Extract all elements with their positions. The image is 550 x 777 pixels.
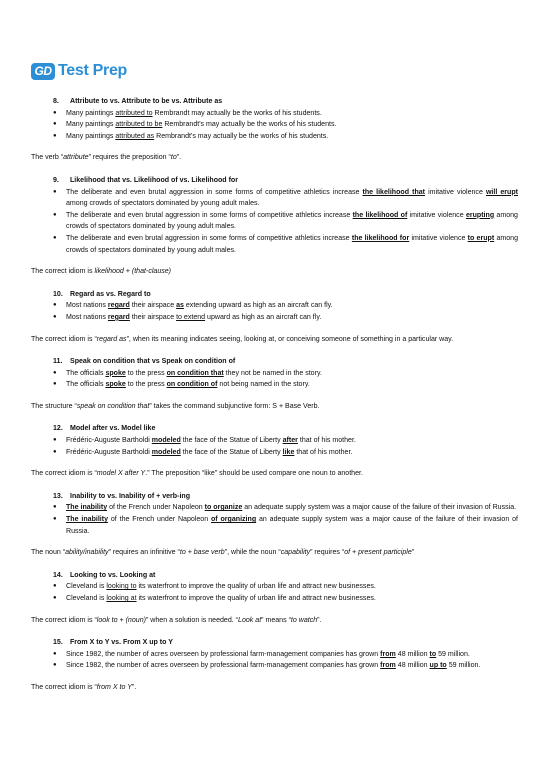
example-sentence: ● Most nations regard their airspace as extending upward as high as an aircraft can fly.: [31, 300, 518, 312]
emphasized-phrase: modeled: [151, 437, 181, 445]
example-list: [31, 502, 518, 537]
section-number: 9.: [53, 176, 59, 184]
italic-phrase: regard as: [96, 335, 127, 343]
explanation-note: The correct idiom is “from X to Y”.: [31, 683, 137, 691]
section-number: 12.: [53, 425, 63, 433]
example-sentence: ● Since 1982, the number of acres overseen by professional farm-management companies has grown from 48 million to 59 million.: [31, 649, 518, 661]
underlined-phrase: looking to: [106, 583, 137, 591]
section-title: From X to Y vs. From X up to Y: [70, 639, 173, 647]
emphasized-phrase: on condition that: [166, 369, 224, 377]
italic-phrase: ability/inability: [65, 549, 109, 557]
section-title: Speak on condition that vs Speak on condition of: [70, 358, 236, 366]
emphasized-phrase: to erupt: [467, 234, 495, 242]
example-sentence: ● Since 1982, the number of acres overseen by professional farm-management companies has grown from 48 million up to 59 million.: [31, 660, 518, 672]
section-heading: [53, 423, 518, 435]
explanation-note: The correct idiom is “regard as”, when its meaning indicates seeing, looking at, or conceiving someone of something in a particular way.: [31, 335, 454, 343]
example-sentence: ● The inability of the French under Napoleon to organize an adequate supply system was a major cause of the failure of their invasion of Russia.: [31, 502, 518, 514]
example-sentence: ● The deliberate and even brutal aggression in some forms of competitive athletics increase the likelihood that imitative violence will erupt among crowds of spectators dominated by young adult males.: [31, 187, 518, 210]
idiom-section: [31, 96, 518, 164]
italic-phrase: to: [170, 154, 177, 162]
section-title: Looking to vs. Looking at: [70, 571, 156, 579]
section-title: Attribute to vs. Attribute to be vs. Attribute as: [70, 98, 223, 105]
example-sentence: ● Frédéric-Auguste Bartholdi modeled the face of the Statue of Liberty after that of his mother.: [31, 435, 518, 447]
emphasized-phrase: of organizing: [210, 516, 257, 524]
emphasized-phrase: after: [282, 437, 298, 445]
idiom-section: [31, 637, 518, 693]
emphasized-phrase: spoke: [105, 381, 126, 389]
example-list: [31, 581, 518, 604]
example-list: [31, 435, 518, 458]
idiom-section: [31, 423, 518, 479]
section-heading: [53, 356, 518, 368]
italic-phrase: model X after Y: [96, 470, 146, 478]
emphasized-phrase: the likelihood for: [351, 234, 410, 242]
section-number: 14.: [53, 571, 63, 579]
section-title: Inability to vs. Inability of + verb-ing: [70, 492, 191, 500]
section-heading: [53, 637, 518, 649]
explanation-note: The correct idiom is likelihood + (that-clause): [31, 268, 172, 276]
idiom-section: [31, 491, 518, 559]
example-sentence: ● The deliberate and even brutal aggression in some forms of competitive athletics increase the likelihood for imitative violence to erupt among crowds of spectators dominated by young adult males.: [31, 233, 518, 256]
italic-phrase: attribute: [63, 154, 89, 162]
emphasized-phrase: regard: [107, 313, 130, 321]
section-number: 11.: [53, 358, 63, 366]
idiom-section: [31, 570, 518, 626]
emphasized-phrase: erupting: [465, 211, 495, 219]
italic-phrase: look to + (noun): [96, 616, 146, 624]
emphasized-phrase: like: [282, 448, 295, 456]
example-sentence: ● The inability of the French under Napoleon of organizing an adequate supply system was a major cause of the failure of their invasion of Russia.: [31, 514, 518, 537]
emphasized-phrase: to: [429, 650, 437, 658]
italic-phrase: to + base verb: [179, 549, 225, 557]
example-sentence: ● Frédéric-Auguste Bartholdi modeled the face of the Statue of Liberty like that of his mother.: [31, 447, 518, 459]
emphasized-phrase: will erupt: [485, 188, 518, 196]
section-heading: [53, 175, 518, 187]
idiom-section: [31, 289, 518, 345]
section-heading: [53, 289, 518, 301]
emphasized-phrase: spoke: [105, 369, 126, 377]
example-sentence: ● Cleveland is looking at its waterfront to improve the quality of urban life and attract new businesses.: [31, 593, 518, 605]
example-sentence: ● The officials spoke to the press on condition of not being named in the story.: [31, 379, 518, 391]
example-sentence: ● The officials spoke to the press on condition that they not be named in the story.: [31, 368, 518, 380]
example-list: [31, 187, 518, 257]
section-number: 8.: [53, 98, 59, 105]
explanation-note: The correct idiom is “model X after Y.” The preposition “like” should be used compare one noun to another.: [31, 470, 363, 478]
example-sentence: ● Many paintings attributed to be Rembrandt's may actually be the works of his students.: [31, 119, 518, 131]
emphasized-phrase: from: [380, 650, 396, 658]
gd-logo-icon: GD: [31, 63, 55, 80]
idiom-section: [31, 356, 518, 412]
italic-phrase: of + present participle: [344, 549, 412, 557]
explanation-note: The correct idiom is “look to + (noun)” when a solution is needed. “Look at” means “to watch”.: [31, 616, 322, 624]
emphasized-phrase: The inability: [66, 516, 109, 524]
example-sentence: ● Many paintings attributed to Rembrandt may actually be the works of his students.: [31, 108, 518, 120]
example-list: [31, 649, 518, 672]
section-title: Regard as vs. Regard to: [70, 290, 151, 298]
section-number: 10.: [53, 290, 63, 298]
emphasized-phrase: from: [380, 662, 396, 670]
document-body: [31, 96, 518, 705]
underlined-phrase: attributed as: [115, 132, 155, 140]
underlined-phrase: attributed to: [115, 109, 153, 117]
section-number: 15.: [53, 639, 63, 647]
example-sentence: ● Most nations regard their airspace to extend upward as high as an aircraft can fly.: [31, 312, 518, 324]
example-sentence: ● Many paintings attributed as Rembrandt's may actually be the works of his students.: [31, 131, 518, 143]
emphasized-phrase: The inability: [66, 504, 108, 512]
section-title: Model after vs. Model like: [70, 425, 156, 433]
explanation-note: The noun “ability/inability” requires an infinitive “to + base verb”, while the noun “capability” requires “of + present participle”: [31, 549, 415, 557]
example-sentence: ● Cleveland is looking to its waterfront to improve the quality of urban life and attract new businesses.: [31, 581, 518, 593]
explanation-note: The structure “speak on condition that” takes the command subjunctive form: S + Base Verb.: [31, 402, 320, 410]
italic-phrase: likelihood + (that-clause): [94, 268, 172, 276]
italic-phrase: to watch: [290, 616, 318, 624]
emphasized-phrase: the likelihood that: [362, 188, 426, 196]
idiom-section: [31, 175, 518, 278]
example-list: [31, 108, 518, 143]
example-list: [31, 300, 518, 323]
emphasized-phrase: to organize: [204, 504, 243, 512]
explanation-note: The verb “attribute” requires the preposition “to”.: [31, 154, 182, 162]
italic-phrase: Look at: [238, 616, 262, 624]
underlined-phrase: attributed to be: [115, 121, 163, 129]
italic-phrase: capability: [280, 549, 311, 557]
underlined-phrase: looking at: [106, 595, 137, 602]
example-list: [31, 368, 518, 391]
section-heading: [53, 491, 518, 503]
section-title: Likelihood that vs. Likelihood of vs. Likelihood for: [70, 176, 238, 184]
emphasized-phrase: modeled: [151, 448, 181, 456]
emphasized-phrase: the likelihood of: [352, 211, 408, 219]
emphasized-phrase: up to: [429, 662, 447, 670]
underlined-phrase: to extend: [176, 313, 206, 321]
section-number: 13.: [53, 492, 63, 500]
brand-name: Test Prep: [58, 62, 128, 79]
section-heading: [53, 570, 518, 582]
example-sentence: ● The deliberate and even brutal aggression in some forms of competitive athletics increase the likelihood of imitative violence erupting among crowds of spectators dominated by young adult males.: [31, 210, 518, 233]
emphasized-phrase: on condition of: [166, 381, 218, 389]
emphasized-phrase: regard: [107, 302, 130, 310]
italic-phrase: from X to Y: [96, 683, 132, 691]
emphasized-phrase: as: [176, 302, 184, 310]
italic-phrase: speak on condition that: [76, 402, 150, 410]
section-heading: [53, 96, 518, 108]
brand-logo: [31, 62, 127, 80]
